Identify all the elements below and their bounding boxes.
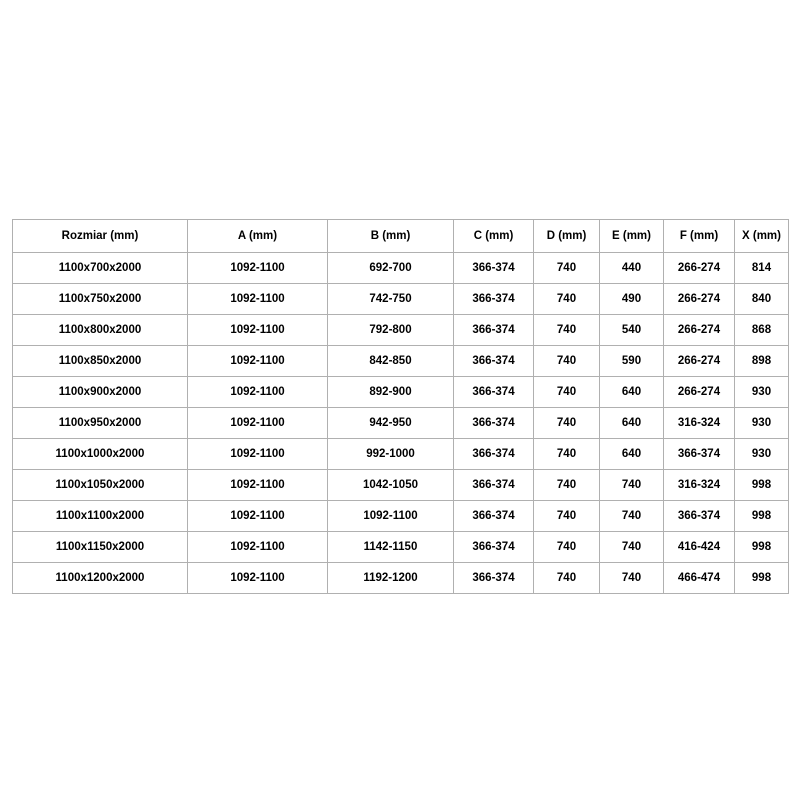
cell-a: 1092-1100 [188, 346, 328, 377]
table-row [13, 315, 789, 346]
cell-e: 740 [600, 532, 664, 563]
cell-x: 840 [735, 284, 789, 315]
cell-a: 1092-1100 [188, 470, 328, 501]
column-header-d: D (mm) [534, 220, 600, 253]
cell-e: 740 [600, 563, 664, 594]
cell-x: 998 [735, 470, 789, 501]
cell-c: 366-374 [454, 408, 534, 439]
cell-b: 1192-1200 [328, 563, 454, 594]
cell-e: 640 [600, 377, 664, 408]
cell-b: 1092-1100 [328, 501, 454, 532]
cell-x: 998 [735, 501, 789, 532]
cell-c: 366-374 [454, 470, 534, 501]
cell-rozmiar: 1100x1000x2000 [13, 439, 188, 470]
cell-d: 740 [534, 470, 600, 501]
cell-rozmiar: 1100x1150x2000 [13, 532, 188, 563]
cell-a: 1092-1100 [188, 501, 328, 532]
cell-c: 366-374 [454, 346, 534, 377]
cell-a: 1092-1100 [188, 408, 328, 439]
cell-rozmiar: 1100x950x2000 [13, 408, 188, 439]
cell-x: 814 [735, 253, 789, 284]
cell-f: 316-324 [664, 408, 735, 439]
table-header-row [13, 220, 789, 253]
table-body [13, 253, 789, 594]
cell-d: 740 [534, 563, 600, 594]
cell-c: 366-374 [454, 284, 534, 315]
table-row [13, 284, 789, 315]
cell-f: 266-274 [664, 377, 735, 408]
cell-e: 590 [600, 346, 664, 377]
cell-b: 1042-1050 [328, 470, 454, 501]
cell-d: 740 [534, 284, 600, 315]
cell-c: 366-374 [454, 563, 534, 594]
cell-f: 366-374 [664, 501, 735, 532]
cell-f: 316-324 [664, 470, 735, 501]
cell-c: 366-374 [454, 377, 534, 408]
column-header-x: X (mm) [735, 220, 789, 253]
cell-d: 740 [534, 253, 600, 284]
cell-d: 740 [534, 346, 600, 377]
table-row [13, 501, 789, 532]
cell-a: 1092-1100 [188, 563, 328, 594]
cell-x: 930 [735, 377, 789, 408]
table-header [13, 220, 789, 253]
table-row [13, 470, 789, 501]
cell-b: 942-950 [328, 408, 454, 439]
table-row [13, 408, 789, 439]
cell-x: 998 [735, 532, 789, 563]
cell-d: 740 [534, 439, 600, 470]
cell-f: 466-474 [664, 563, 735, 594]
cell-a: 1092-1100 [188, 377, 328, 408]
cell-e: 740 [600, 470, 664, 501]
table-row [13, 563, 789, 594]
cell-d: 740 [534, 408, 600, 439]
cell-c: 366-374 [454, 253, 534, 284]
cell-rozmiar: 1100x750x2000 [13, 284, 188, 315]
cell-e: 540 [600, 315, 664, 346]
cell-a: 1092-1100 [188, 439, 328, 470]
cell-b: 692-700 [328, 253, 454, 284]
column-header-a: A (mm) [188, 220, 328, 253]
cell-b: 792-800 [328, 315, 454, 346]
cell-e: 740 [600, 501, 664, 532]
cell-b: 842-850 [328, 346, 454, 377]
cell-b: 742-750 [328, 284, 454, 315]
cell-f: 416-424 [664, 532, 735, 563]
cell-f: 366-374 [664, 439, 735, 470]
cell-c: 366-374 [454, 315, 534, 346]
cell-c: 366-374 [454, 439, 534, 470]
cell-rozmiar: 1100x1200x2000 [13, 563, 188, 594]
cell-rozmiar: 1100x850x2000 [13, 346, 188, 377]
cell-x: 998 [735, 563, 789, 594]
cell-b: 892-900 [328, 377, 454, 408]
cell-x: 898 [735, 346, 789, 377]
cell-a: 1092-1100 [188, 284, 328, 315]
cell-rozmiar: 1100x700x2000 [13, 253, 188, 284]
cell-x: 930 [735, 408, 789, 439]
cell-e: 490 [600, 284, 664, 315]
cell-e: 440 [600, 253, 664, 284]
cell-e: 640 [600, 408, 664, 439]
cell-e: 640 [600, 439, 664, 470]
cell-d: 740 [534, 532, 600, 563]
cell-d: 740 [534, 315, 600, 346]
cell-f: 266-274 [664, 253, 735, 284]
cell-f: 266-274 [664, 284, 735, 315]
cell-c: 366-374 [454, 532, 534, 563]
dimensions-table-container [12, 219, 788, 594]
cell-d: 740 [534, 377, 600, 408]
cell-rozmiar: 1100x1100x2000 [13, 501, 188, 532]
cell-rozmiar: 1100x900x2000 [13, 377, 188, 408]
cell-b: 992-1000 [328, 439, 454, 470]
cell-rozmiar: 1100x800x2000 [13, 315, 188, 346]
table-row [13, 377, 789, 408]
cell-b: 1142-1150 [328, 532, 454, 563]
cell-f: 266-274 [664, 346, 735, 377]
column-header-rozmiar: Rozmiar (mm) [13, 220, 188, 253]
cell-d: 740 [534, 501, 600, 532]
cell-c: 366-374 [454, 501, 534, 532]
table-row [13, 253, 789, 284]
table-row [13, 532, 789, 563]
cell-a: 1092-1100 [188, 253, 328, 284]
column-header-e: E (mm) [600, 220, 664, 253]
table-row [13, 346, 789, 377]
cell-a: 1092-1100 [188, 532, 328, 563]
column-header-b: B (mm) [328, 220, 454, 253]
cell-f: 266-274 [664, 315, 735, 346]
table-row [13, 439, 789, 470]
column-header-c: C (mm) [454, 220, 534, 253]
cell-rozmiar: 1100x1050x2000 [13, 470, 188, 501]
cell-x: 868 [735, 315, 789, 346]
cell-a: 1092-1100 [188, 315, 328, 346]
dimensions-table [12, 219, 789, 594]
column-header-f: F (mm) [664, 220, 735, 253]
cell-x: 930 [735, 439, 789, 470]
